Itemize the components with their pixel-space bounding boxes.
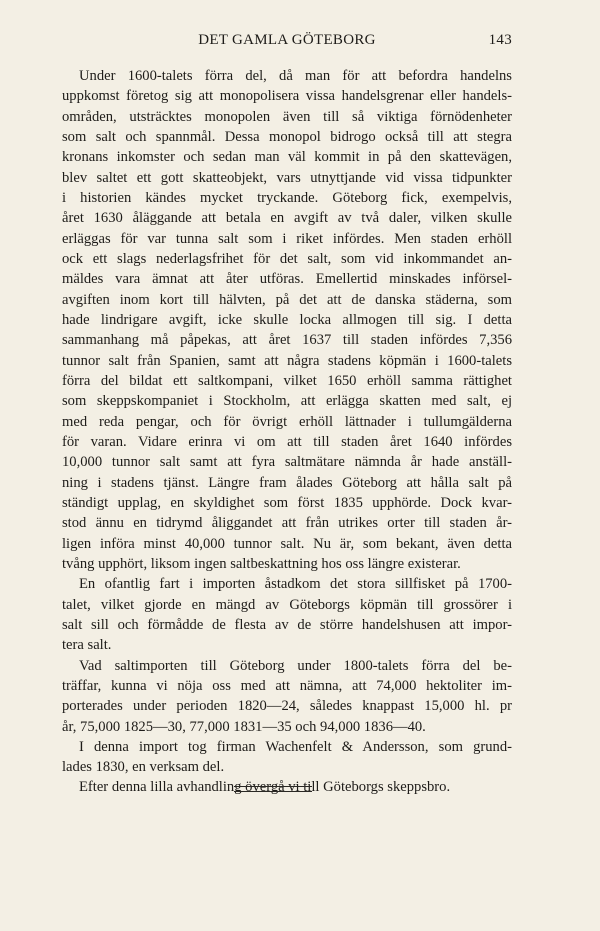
text-line: ock ett slags nederlagsfrihet för det salt, som vid inkommandet an- [62, 250, 512, 267]
text-line: i historien kändes mycket tryckande. Göteborg fick, exempelvis, [62, 189, 512, 206]
text-line: som salt och spannmål. Dessa monopol bidrogo också till att stegra [62, 128, 512, 145]
text-line: tunnor salt från Spanien, samt att några stadens köpmän i 1600-talets [62, 352, 512, 369]
text-line: året 1630 åläggande att betala en avgift av två daler, vilken skulle [62, 210, 512, 227]
section-divider-rule [234, 791, 312, 792]
running-title: DET GAMLA GÖTEBORG [198, 32, 376, 48]
page-number: 143 [488, 32, 512, 48]
text-line: ligen införa minst 40,000 tunnor salt. Nu är, som bekant, även detta [62, 535, 512, 552]
text-line: erläggas för var tunna salt som i riket infördes. Men staden erhöll [62, 230, 512, 247]
text-line: ständigt upplag, en skyldighet som först 1835 upphörde. Dock kvar- [62, 494, 512, 511]
text-line: talet, vilket gjorde en mängd av Göteborgs köpmän till grossörer i [62, 596, 512, 613]
text-line: avgiften inom kort till hälvten, på det att de danska städerna, som [62, 291, 512, 308]
text-line: uppkomst företog sig att monopolisera vissa handelsgrenar eller handels- [62, 88, 512, 105]
text-line: porterades under perioden 1820—24, således knappast 15,000 hl. pr [62, 698, 512, 715]
text-line: Vad saltimporten till Göteborg under 1800-talets förra del be- [79, 657, 512, 674]
text-line: En ofantlig fart i importen åstadkom det stora sillfisket på 1700- [79, 576, 512, 593]
text-line: som skeppskompaniet i Stockholm, att erlägga skatten med salt, ej [62, 393, 512, 410]
text-line: salt sill och förmådde de flesta av de större handelshusen att impor- [62, 616, 512, 633]
text-line: områden, utsträcktes monopolen även till så viktiga förnödenheter [62, 108, 512, 125]
text-line: I denna import tog firman Wachenfelt & Andersson, som grund- [79, 738, 512, 755]
text-line: med reda pengar, och för övrigt erhöll lättnader i tullumgälderna [62, 413, 512, 430]
text-line: Efter denna lilla avhandling övergå vi till Göteborgs skeppsbro. [79, 779, 451, 796]
text-line: år, 75,000 1825—30, 77,000 1831—35 och 94,000 1836—40. [62, 718, 426, 735]
text-line: träffar, kunna vi nöja oss med att nämna, att 74,000 hektoliter im- [62, 677, 512, 694]
text-line: hade lindrigare avgift, icke skulle locka allmogen till sig. I detta [62, 311, 512, 328]
text-line: blev saltet ett gott skatteobjekt, vars utnyttjande vid vissa tidpunkter [62, 169, 512, 186]
text-line: lades 1830, en verksam del. [62, 759, 225, 776]
page-header [62, 32, 512, 52]
text-line: kronans inkomster och sedan man väl kommit in på den skattevägen, [62, 149, 512, 166]
text-line: sammanhang må påpekas, att året 1637 till staden infördes 7,356 [62, 332, 512, 349]
text-line: mäldes vara ämnat att åter utföras. Emellertid minskades införsel- [62, 271, 512, 288]
text-line: stod ännu en tidrymd åliggandet att från utrikes orter till staden år- [62, 515, 512, 532]
text-line: tvång upphört, liksom ingen saltbeskattning hos oss längre existerar. [62, 555, 461, 572]
text-line: 10,000 tunnor salt samt att fyra saltmätare nämnda år hade anställ- [62, 454, 512, 471]
section-divider-rule [234, 786, 312, 787]
text-line: Under 1600-talets förra del, då man för att befordra handelns [79, 68, 512, 84]
text-line: tera salt. [62, 637, 112, 654]
text-line: förra del bildat ett saltkompani, vilket 1650 erhöll samma rättighet [62, 372, 512, 389]
body-text [62, 66, 512, 798]
text-line: för varan. Vidare erinra vi om att till staden året 1640 infördes [62, 433, 512, 450]
text-line: ning i stadens tjänst. Längre fram ålades Göteborg att hålla salt på [62, 474, 512, 491]
